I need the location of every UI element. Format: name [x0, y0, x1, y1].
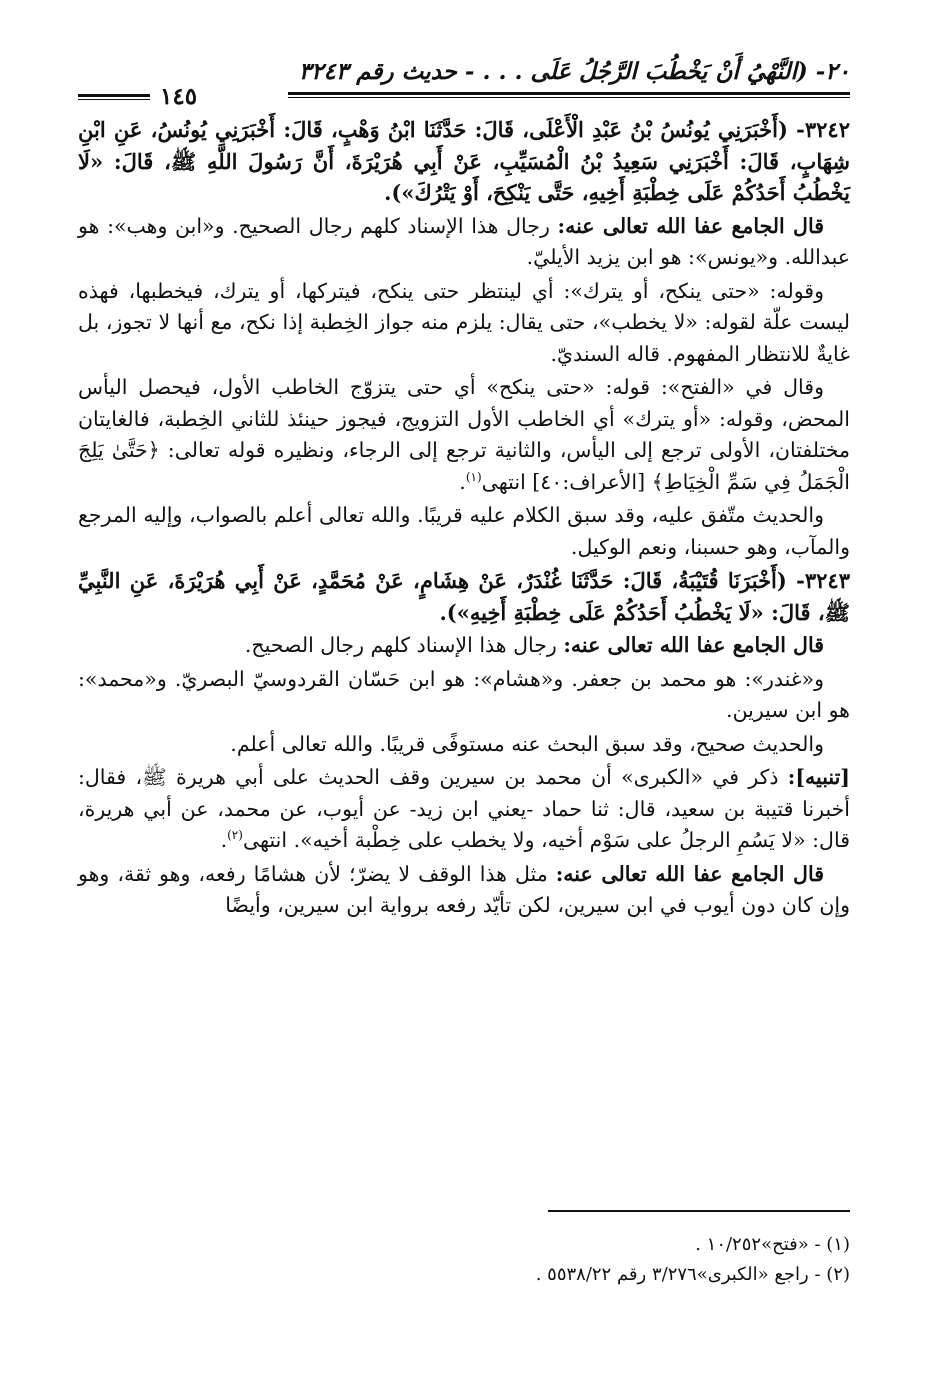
note-paragraph: [تنبيه]: ذكر في «الكبرى» أن محمد بن سيرين وقف الحديث على أبي هريرة ﷺ، فقال: أخبرنا قتيبة بن سعيد، قال: ثنا حماد -يعني ابن زيد- عن أيوب، عن محمد، عن أبي هريرة، قال: «لا يَسُمِ الرجلُ على سَوْم أخيه، ولا يخطب على خِطْبة أخيه». انتهى$^{(٢)}$. [78, 765, 850, 852]
page-number-rule [78, 94, 150, 100]
footnote-ref[interactable]: (٢) [227, 828, 243, 843]
footnote-1: (١) - «فتح»١٠/٢٥٢ . [695, 1234, 850, 1255]
commentary-lead: قال الجامع عفا الله تعالى عنه: [555, 861, 824, 886]
footnotes [536, 1230, 850, 1290]
page-header [78, 52, 850, 110]
hadith-3243: ٣٢٤٣- (أَخْبَرَنَا قُتَيْبَةُ، قَالَ: حَدَّثَنَا غُنْدَرٌ، عَنْ هِشَامٍ، عَنْ مُحَمَّدٍ، عَنْ أَبِي هُرَيْرَةَ، عَنِ النَّبِيِّ ﷺ، قَالَ: «لَا يَخْطُبُ أَحَدُكُمْ عَلَى خِطْبَةِ أَخِيهِ»). [78, 568, 850, 625]
commentary-paragraph: و«غندر»: هو محمد بن جعفر. و«هشام»: هو ابن حَسّان القردوسيّ البصريّ. و«محمد»: هو ابن سيرين. [78, 666, 850, 722]
running-title: ٢٠- (النَّهْيُ أَنْ يَخْطُبَ الرَّجُلُ عَلَى . . . - حديث رقم ٣٢٤٣ [298, 58, 850, 85]
commentary-paragraph: والحديث صحيح، وقد سبق البحث عنه مستوفًى قريبًا. والله تعالى أعلم. [230, 731, 824, 756]
page-number: ١٤٥ [160, 83, 198, 110]
header-rule [288, 92, 850, 98]
footnote-ref[interactable]: (١) [465, 469, 482, 484]
commentary-paragraph: والحديث متّفق عليه، وقد سبق الكلام عليه قريبًا. والله تعالى أعلم بالصواب، وإليه المرجع والمآب، وهو حسبنا، ونعم الوكيل. [78, 503, 850, 559]
note-lead: [تنبيه]: [787, 765, 850, 789]
hadith-3242: ٣٢٤٢- (أَخْبَرَنِي يُونُسُ بْنُ عَبْدِ الْأَعْلَى، قَالَ: حَدَّثَنَا ابْنُ وَهْبٍ، قَالَ: أَخْبَرَنِي يُونُسُ، عَنِ ابْنِ شِهَابٍ، قَالَ: أَخْبَرَنِي سَعِيدُ بْنُ الْمُسَيِّبِ، عَنْ أَبِي هُرَيْرَةَ، أَنَّ رَسُولَ اللَّهِ ﷺ، قَالَ: «لَا يَخْطُبُ أَحَدُكُمْ عَلَى خِطْبَةِ أَخِيهِ، حَتَّى يَنْكِحَ، أَوْ يَتْرُكَ»). [78, 117, 850, 205]
commentary-paragraph: وقال في «الفتح»: قوله: «حتى ينكح» أي حتى يتزوّج الخاطب الأول، فيحصل اليأس المحض، وقوله: «أو يترك» أي الخاطب الأول التزويج، فيجوز حينئذ للثاني الخِطبة، فالغايتان مختلفتان، الأولى ترجع إلى اليأس، والثانية ترجع إلى الرجاء، ونظيره قوله تعالى: ﴿حَتَّىٰ يَلِجَ الْجَمَلُ فِي سَمِّ الْخِيَاطِ﴾ [الأعراف:٤٠] انتهى$^{(١)}$. [78, 375, 850, 494]
commentary-paragraph: قال الجامع عفا الله تعالى عنه: رجال هذا الإسناد كلهم رجال الصحيح. و«ابن وهب»: هو عبدالله. و«يونس»: هو ابن يزيد الأيليّ. [78, 213, 850, 269]
footnote-separator [548, 1210, 850, 1212]
commentary-paragraph: قال الجامع عفا الله تعالى عنه: رجال هذا الإسناد كلهم رجال الصحيح. [244, 633, 824, 657]
page-body [78, 114, 850, 922]
document-page [78, 52, 850, 1352]
footnote-2: (٢) - راجع «الكبرى»٣/٢٧٦ رقم ٥٥٣٨/٢٢ . [535, 1264, 850, 1285]
commentary-paragraph: وقوله: «حتى ينكح، أو يترك»: أي لينتظر حتى ينكح، فيتركها، أو يترك، فيخطبها، فهذه ليست علّة لقوله: «لا يخطب»، حتى يقال: يلزم منه جواز الخِطبة إذا نكح، مع أنها لا تجوز، بل غايةٌ للانتظار المفهوم. قاله السنديّ. [78, 278, 850, 366]
commentary-paragraph: قال الجامع عفا الله تعالى عنه: مثل هذا الوقف لا يضرّ؛ لأن هشامًا رفعه، وهو ثقة، وهو وإن كان دون أيوب في ابن سيرين، لكن تأيّد رفعه برواية ابن سيرين، وأيضًا [78, 861, 850, 917]
commentary-lead: قال الجامع عفا الله تعالى عنه: [563, 633, 824, 657]
commentary-lead: قال الجامع عفا الله تعالى عنه: [557, 213, 824, 238]
